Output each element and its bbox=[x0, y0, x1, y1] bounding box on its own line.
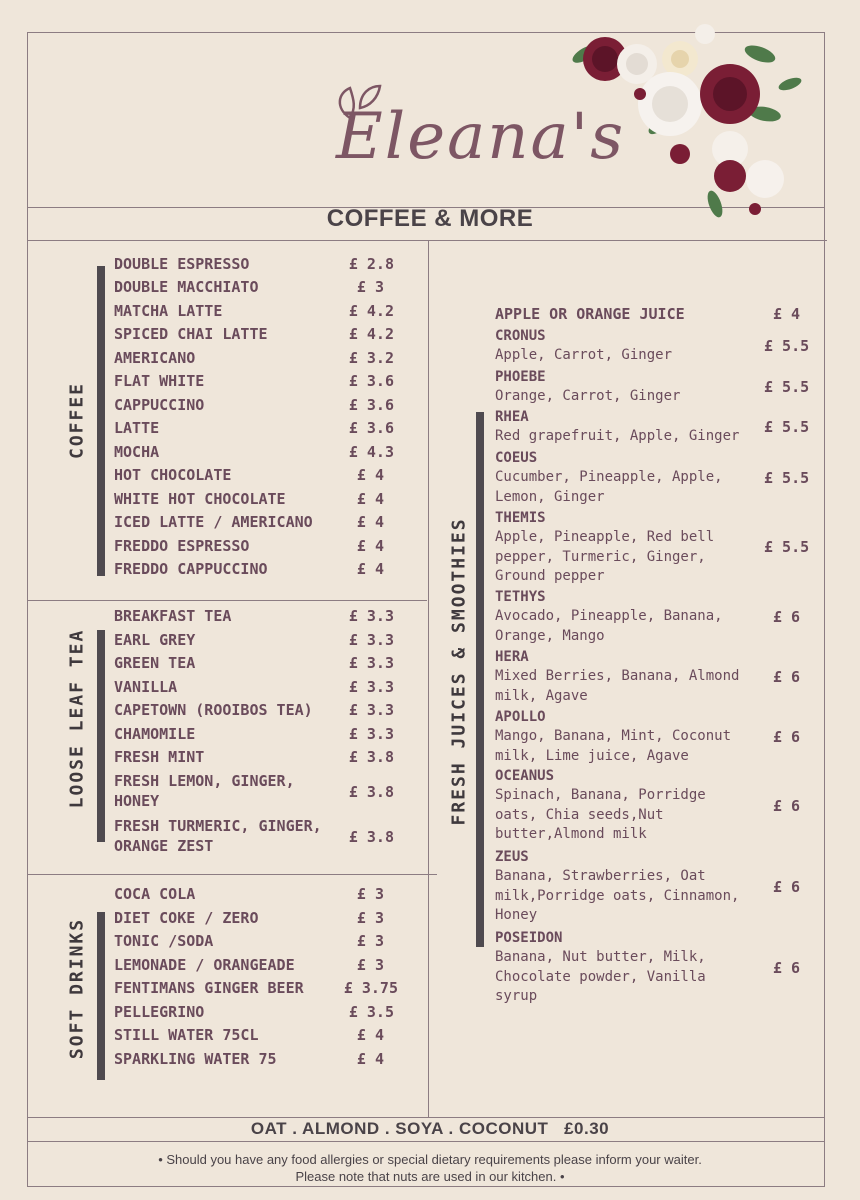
menu-item-price: £ 4 bbox=[356, 560, 384, 578]
juice-name: APPLE OR ORANGE JUICE bbox=[495, 305, 685, 323]
menu-item-price: £ 4 bbox=[356, 466, 384, 484]
juice-name: HERA bbox=[495, 649, 529, 665]
menu-item-name: WHITE HOT CHOCOLATE bbox=[114, 490, 286, 508]
menu-item-price: £ 3.75 bbox=[343, 979, 398, 997]
footer-divider-bottom bbox=[27, 1141, 825, 1142]
juice-price: £ 5.5 bbox=[764, 469, 810, 487]
juice-name: POSEIDON bbox=[495, 930, 563, 946]
nut-note: Please note that nuts are used in our kitchen. • bbox=[295, 1169, 565, 1184]
menu-item-name: ICED LATTE / AMERICANO bbox=[114, 513, 313, 531]
menu-item-name: FREDDO ESPRESSO bbox=[114, 537, 250, 555]
menu-item-price: £ 3.3 bbox=[348, 631, 394, 649]
juice-ingredients: Mango, Banana, Mint, Coconut milk, Lime juice, Agave bbox=[495, 728, 732, 764]
menu-subtitle: COFFEE & MORE bbox=[326, 205, 534, 232]
menu-item-price: £ 3 bbox=[356, 909, 384, 927]
menu-item-price: £ 3.3 bbox=[348, 678, 394, 696]
menu-item-name: FRESH TURMERIC, GINGER, ORANGE ZEST bbox=[114, 817, 322, 855]
juice-name: OCEANUS bbox=[495, 768, 555, 784]
juice-price: £ 4 bbox=[773, 305, 801, 323]
menu-item-price: £ 2.8 bbox=[348, 255, 394, 273]
rose-bouquet-icon bbox=[565, 4, 805, 234]
menu-item-price: £ 3 bbox=[356, 956, 384, 974]
juice-ingredients: Orange, Carrot, Ginger bbox=[495, 388, 681, 404]
menu-item-price: £ 4.2 bbox=[348, 302, 394, 320]
juice-price: £ 6 bbox=[773, 668, 801, 686]
menu-item-name: MOCHA bbox=[114, 443, 160, 461]
column-divider bbox=[428, 240, 429, 1117]
coffee-tea-divider bbox=[27, 600, 427, 601]
tea-soft-divider bbox=[27, 874, 437, 875]
menu-item-name: CAPPUCCINO bbox=[114, 396, 205, 414]
coffee-side-bar bbox=[97, 266, 105, 576]
menu-item-name: VANILLA bbox=[114, 678, 178, 696]
menu-item-name: LATTE bbox=[114, 419, 160, 437]
tea-label: LOOSE LEAF TEA bbox=[66, 628, 88, 809]
menu-item-name: EARL GREY bbox=[114, 631, 196, 649]
menu-item-price: £ 3.6 bbox=[348, 419, 394, 437]
menu-item-price: £ 3.8 bbox=[348, 748, 394, 766]
menu-item-name: LEMONADE / ORANGEADE bbox=[114, 956, 295, 974]
juice-ingredients: Avocado, Pineapple, Banana, Orange, Mango bbox=[495, 608, 723, 644]
juice-name: APOLLO bbox=[495, 709, 546, 725]
juice-name: PHOEBE bbox=[495, 369, 546, 385]
menu-item-price: £ 3.3 bbox=[348, 725, 394, 743]
menu-item-name: CHAMOMILE bbox=[114, 725, 196, 743]
soft-side-bar bbox=[97, 912, 105, 1080]
menu-item-name: FENTIMANS GINGER BEER bbox=[114, 979, 304, 997]
juice-price: £ 5.5 bbox=[764, 337, 810, 355]
juice-price: £ 5.5 bbox=[764, 418, 810, 436]
menu-item-name: TONIC /SODA bbox=[114, 932, 214, 950]
menu-item-name: MATCHA LATTE bbox=[114, 302, 223, 320]
menu-item-price: £ 4 bbox=[356, 490, 384, 508]
menu-item-price: £ 3.3 bbox=[348, 701, 394, 719]
menu-item-name: STILL WATER 75CL bbox=[114, 1026, 259, 1044]
menu-item-price: £ 3.6 bbox=[348, 396, 394, 414]
menu-item-price: £ 4 bbox=[356, 513, 384, 531]
footer-divider-top bbox=[27, 1117, 825, 1118]
menu-item-name: FREDDO CAPPUCCINO bbox=[114, 560, 268, 578]
menu-item-name: FRESH LEMON, GINGER, HONEY bbox=[114, 772, 295, 810]
menu-item-price: £ 3 bbox=[356, 932, 384, 950]
juice-ingredients: Red grapefruit, Apple, Ginger bbox=[495, 428, 740, 444]
menu-item-name: DOUBLE MACCHIATO bbox=[114, 278, 259, 296]
juice-price: £ 6 bbox=[773, 797, 801, 815]
menu-item-name: DOUBLE ESPRESSO bbox=[114, 255, 250, 273]
juice-name: TETHYS bbox=[495, 589, 546, 605]
juice-name: ZEUS bbox=[495, 849, 529, 865]
menu-item-price: £ 3.6 bbox=[348, 372, 394, 390]
menu-item-name: SPICED CHAI LATTE bbox=[114, 325, 268, 343]
juice-ingredients: Mixed Berries, Banana, Almond milk, Agave bbox=[495, 668, 740, 704]
menu-item-name: BREAKFAST TEA bbox=[114, 607, 232, 625]
menu-item-name: GREEN TEA bbox=[114, 654, 196, 672]
menu-item-price: £ 3 bbox=[356, 885, 384, 903]
juice-ingredients: Apple, Pineapple, Red bell pepper, Turmeric, Ginger, Ground pepper bbox=[495, 529, 715, 584]
juice-ingredients: Apple, Carrot, Ginger bbox=[495, 347, 673, 363]
menu-item-price: £ 3.8 bbox=[348, 828, 394, 846]
juice-price: £ 6 bbox=[773, 959, 801, 977]
juice-price: £ 6 bbox=[773, 728, 801, 746]
subtitle-divider bbox=[27, 240, 827, 241]
tea-side-bar bbox=[97, 630, 105, 842]
menu-item-name: AMERICANO bbox=[114, 349, 196, 367]
menu-item-price: £ 3 bbox=[356, 278, 384, 296]
menu-item-price: £ 4.3 bbox=[348, 443, 394, 461]
juice-ingredients: Spinach, Banana, Porridge oats, Chia seeds,Nut butter,Almond milk bbox=[495, 787, 706, 842]
coffee-label: COFFEE bbox=[66, 381, 88, 460]
menu-item-price: £ 3.8 bbox=[348, 783, 394, 801]
menu-item-price: £ 3.5 bbox=[348, 1003, 394, 1021]
juice-ingredients: Banana, Strawberries, Oat milk,Porridge oats, Cinnamon, Honey bbox=[495, 868, 740, 923]
soft-label: SOFT DRINKS bbox=[66, 917, 88, 1060]
juice-name: CRONUS bbox=[495, 328, 546, 344]
menu-item-price: £ 3.2 bbox=[348, 349, 394, 367]
juices-label: FRESH JUICES & SMOOTHIES bbox=[448, 517, 470, 826]
menu-item-name: SPARKLING WATER 75 bbox=[114, 1050, 277, 1068]
juice-name: COEUS bbox=[495, 450, 538, 466]
menu-item-name: DIET COKE / ZERO bbox=[114, 909, 259, 927]
menu-item-name: PELLEGRINO bbox=[114, 1003, 205, 1021]
menu-item-name: CAPETOWN (ROOIBOS TEA) bbox=[114, 701, 313, 719]
menu-item-name: FRESH MINT bbox=[114, 748, 205, 766]
allergy-note: • Should you have any food allergies or special dietary requirements please inform your waiter. bbox=[158, 1152, 702, 1167]
juice-price: £ 6 bbox=[773, 608, 801, 626]
milk-options: OAT . ALMOND . SOYA . COCONUT £0.30 bbox=[250, 1119, 610, 1138]
menu-item-price: £ 4.2 bbox=[348, 325, 394, 343]
menu-item-price: £ 3.3 bbox=[348, 607, 394, 625]
juice-price: £ 5.5 bbox=[764, 538, 810, 556]
menu-item-price: £ 4 bbox=[356, 537, 384, 555]
juice-price: £ 6 bbox=[773, 878, 801, 896]
juice-name: RHEA bbox=[495, 409, 529, 425]
juice-ingredients: Banana, Nut butter, Milk, Chocolate powder, Vanilla syrup bbox=[495, 949, 706, 1004]
menu-item-price: £ 3.3 bbox=[348, 654, 394, 672]
brand-name: Eleana's bbox=[336, 100, 626, 174]
menu-item-name: HOT CHOCOLATE bbox=[114, 466, 232, 484]
juices-side-bar bbox=[476, 412, 484, 947]
juice-ingredients: Cucumber, Pineapple, Apple, Lemon, Ginger bbox=[495, 469, 723, 505]
menu-item-price: £ 4 bbox=[356, 1050, 384, 1068]
juice-price: £ 5.5 bbox=[764, 378, 810, 396]
menu-item-name: FLAT WHITE bbox=[114, 372, 205, 390]
juice-name: THEMIS bbox=[495, 510, 546, 526]
menu-item-name: COCA COLA bbox=[114, 885, 196, 903]
menu-item-price: £ 4 bbox=[356, 1026, 384, 1044]
